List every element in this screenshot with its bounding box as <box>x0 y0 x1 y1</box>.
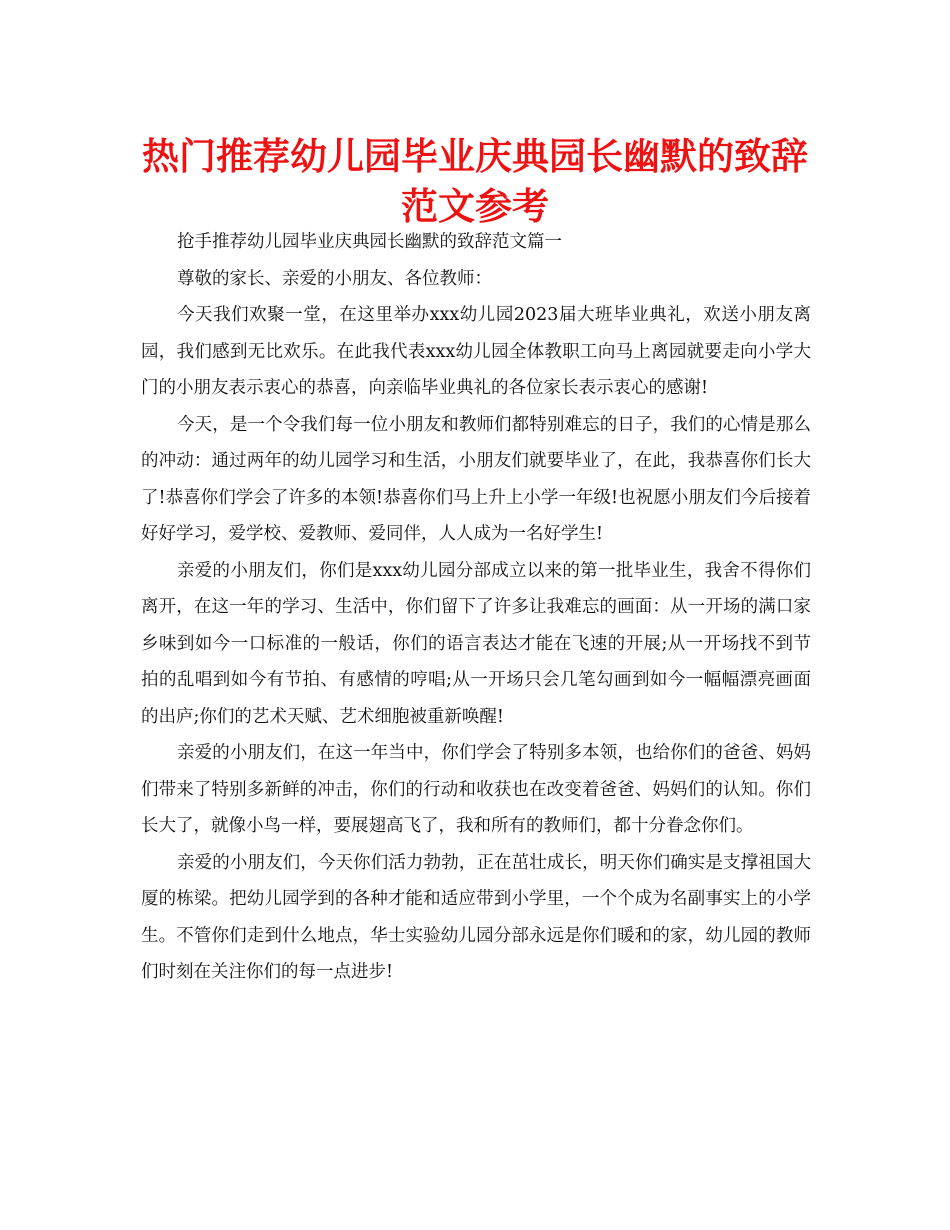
paragraph: 今天我们欢聚一堂，在这里举办xxx幼儿园2023届大班毕业典礼，欢送小朋友离园，我们感到无比欢乐。在此我代表xxx幼儿园全体教职工向马上离园就要走向小学大门的小朋友表示衷心的恭喜，向亲临毕业典礼的各位家长表示衷心的感谢! <box>141 305 811 398</box>
paragraph: 亲爱的小朋友们，今天你们活力勃勃，正在茁壮成长，明天你们确实是支撑祖国大厦的栋梁。把幼儿园学到的各种才能和适应带到小学里，一个个成为名副事实上的小学生。不管你们走到什么地点，华士实验幼儿园分部永远是你们暖和的家，幼儿园的教师们时刻在关注你们的每一点进步! <box>141 852 811 982</box>
paragraph-salutation: 尊敬的家长、亲爱的小朋友、各位教师： <box>177 268 492 289</box>
document-title <box>120 132 830 232</box>
document-body <box>141 224 811 991</box>
title-line-2: 范文参考 <box>401 185 549 228</box>
paragraph: 亲爱的小朋友们，在这一年当中，你们学会了特别多本领，也给你们的爸爸、妈妈们带来了特别多新鲜的冲击，你们的行动和收获也在改变着爸爸、妈妈们的认知。你们长大了，就像小鸟一样，要展翅高飞了，我和所有的教师们，都十分眷念你们。 <box>141 743 811 836</box>
paragraph: 今天，是一个令我们每一位小朋友和教师们都特别难忘的日子，我们的心情是那么的冲动：通过两年的幼儿园学习和生活，小朋友们就要毕业了，在此，我恭喜你们长大了!恭喜你们学会了许多的本领!恭喜你们马上升上小学一年级!也祝愿小朋友们今后接着好好学习，爱学校、爱教师、爱同伴，人人成为一名好学生! <box>141 414 811 544</box>
title-line-1: 热门推荐幼儿园毕业庆典园长幽默的致辞 <box>142 135 808 178</box>
paragraph-subtitle: 抢手推荐幼儿园毕业庆典园长幽默的致辞范文篇一 <box>177 232 562 252</box>
paragraph: 亲爱的小朋友们，你们是xxx幼儿园分部成立以来的第一批毕业生，我舍不得你们离开，在这一年的学习、生活中，你们留下了许多让我难忘的画面：从一开场的满口家乡味到如今一口标准的一般话，你们的语言表达才能在飞速的开展;从一开场找不到节拍的乱唱到如今有节拍、有感情的哼唱;从一开场只会几笔勾画到如今一幅幅漂亮画面的出庐;你们的艺术天赋、艺术细胞被重新唤醒! <box>141 560 811 727</box>
